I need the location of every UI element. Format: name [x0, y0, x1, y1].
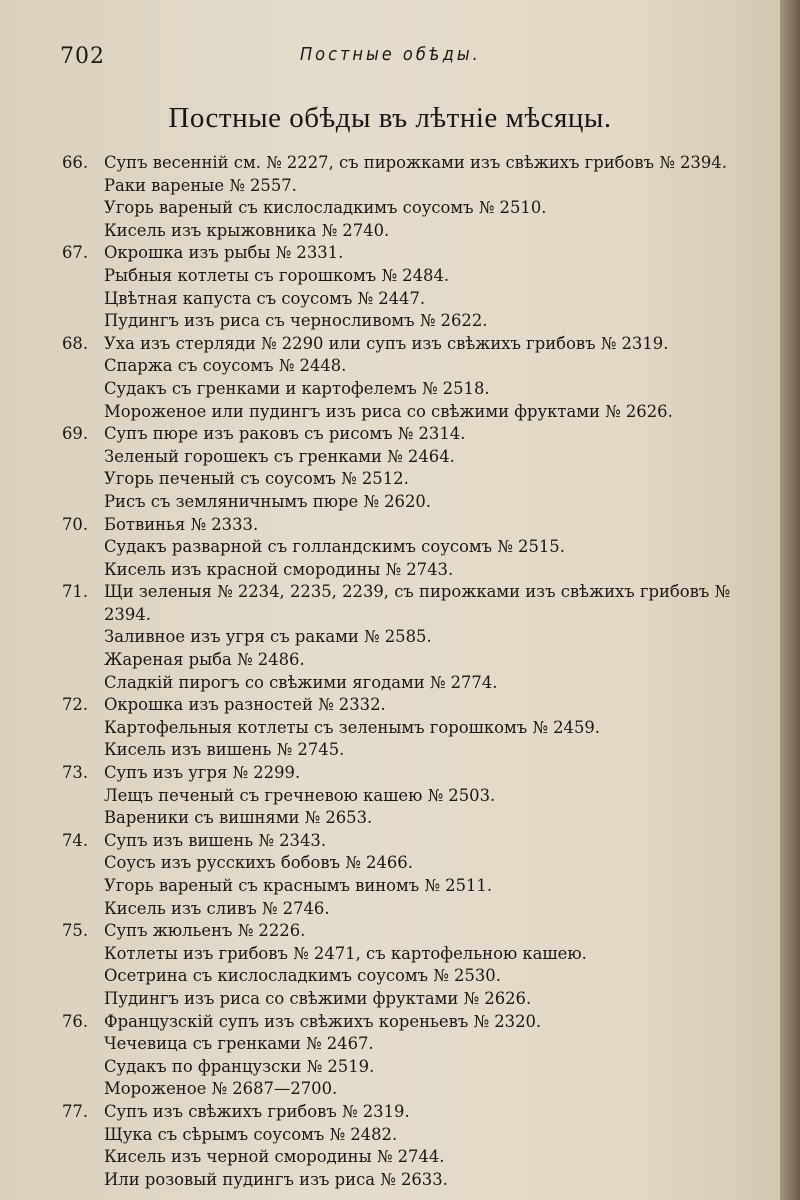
menu-number: 67. [62, 243, 89, 263]
dish-line: Раки вареные № 2557. [104, 175, 297, 195]
menu-dishes [104, 423, 762, 513]
dish-line: Пудингъ изъ риса съ черносливомъ № 2622. [104, 311, 488, 331]
dish-line: Картофельныя котлеты съ зеленымъ горошкомъ № 2459. [104, 717, 601, 737]
menu-entry [62, 1011, 762, 1101]
menu-dishes [104, 152, 762, 242]
menu-number: 74. [62, 830, 89, 850]
menu-dishes [104, 694, 762, 762]
dish-line: Сладкій пирогъ со свѣжими ягодами № 2774. [104, 672, 498, 692]
menu-dishes [104, 514, 762, 582]
menu-dishes [104, 1011, 762, 1101]
dish-line: Угорь печеный съ соусомъ № 2512. [104, 469, 409, 489]
dish-line: Окрошка изъ рыбы № 2331. [104, 243, 344, 263]
dish-line: Или розовый пудингъ изъ риса № 2633. [104, 1169, 448, 1189]
dish-line: Супъ пюре изъ раковъ съ рисомъ № 2314. [104, 424, 466, 444]
page-title: Постные обѣды въ лѣтніе мѣсяцы. [168, 102, 612, 134]
dish-line: Цвѣтная капуста съ соусомъ № 2447. [104, 288, 426, 308]
running-head: Постные обѣды. [300, 44, 481, 65]
menu-dishes [104, 920, 762, 1010]
dish-line: Лещъ печеный съ гречневою кашею № 2503. [104, 785, 496, 805]
menu-number: 77. [62, 1101, 89, 1121]
menu-list [62, 152, 762, 1191]
menu-entry [62, 581, 762, 694]
dish-line: Судакъ по французски № 2519. [104, 1056, 375, 1076]
menu-entry [62, 830, 762, 920]
dish-line: Угорь вареный съ краснымъ виномъ № 2511. [104, 876, 493, 895]
menu-number: 66. [62, 153, 89, 172]
dish-line: Кисель изъ красной смородины № 2743. [104, 559, 454, 579]
dish-line: Кисель изъ черной смородины № 2744. [104, 1147, 445, 1167]
menu-dishes [104, 762, 762, 830]
dish-line: Щи зеленыя № 2234, 2235, 2239, съ пирожками изъ свѣжихъ грибовъ № 2394. [104, 582, 731, 624]
menu-entry [62, 920, 762, 1010]
dish-line: Французскій супъ изъ свѣжихъ кореньевъ № 2320. [104, 1011, 542, 1031]
dish-line: Супъ изъ свѣжихъ грибовъ № 2319. [104, 1101, 410, 1121]
dish-line: Кисель изъ вишень № 2745. [104, 740, 345, 760]
menu-entry [62, 423, 762, 513]
book-page-edge [780, 0, 800, 1200]
dish-line: Угорь вареный съ кислосладкимъ соусомъ № 2510. [104, 198, 547, 218]
dish-line: Окрошка изъ разностей № 2332. [104, 695, 386, 715]
menu-number: 76. [62, 1011, 89, 1031]
dish-line: Соусъ изъ русскихъ бобовъ № 2466. [104, 853, 413, 873]
menu-entry [62, 694, 762, 762]
dish-line: Щука съ сѣрымъ соусомъ № 2482. [104, 1124, 398, 1144]
menu-number: 75. [62, 921, 89, 941]
dish-line: Супъ изъ угря № 2299. [104, 763, 301, 783]
menu-entry [62, 152, 762, 242]
dish-line: Судакъ разварной съ голландскимъ соусомъ № 2515. [104, 537, 565, 557]
dish-line: Уха изъ стерляди № 2290 или супъ изъ свѣжихъ грибовъ № 2319. [104, 333, 669, 353]
dish-line: Спаржа съ соусомъ № 2448. [104, 356, 347, 376]
menu-entry [62, 242, 762, 332]
menu-number: 73. [62, 763, 89, 783]
dish-line: Супъ весенній см. № 2227, съ пирожками изъ свѣжихъ грибовъ № 2394. [104, 153, 727, 172]
dish-line: Осетрина съ кислосладкимъ соусомъ № 2530. [104, 966, 501, 986]
page-number: 702 [60, 44, 105, 69]
menu-number: 68. [62, 333, 89, 353]
menu-number: 70. [62, 514, 89, 534]
dish-line: Пудингъ изъ риса со свѣжими фруктами № 2626. [104, 988, 532, 1008]
menu-dishes [104, 581, 762, 694]
dish-line: Мороженое или пудингъ изъ риса со свѣжими фруктами № 2626. [104, 401, 673, 421]
menu-dishes [104, 242, 762, 332]
dish-line: Рисъ съ земляничнымъ пюре № 2620. [104, 491, 432, 511]
menu-entry [62, 514, 762, 582]
dish-line: Чечевица съ гренками № 2467. [104, 1034, 374, 1054]
dish-line: Мороженое № 2687—2700. [104, 1079, 338, 1099]
menu-dishes [104, 333, 762, 423]
dish-line: Котлеты изъ грибовъ № 2471, съ картофельною кашею. [104, 943, 587, 963]
menu-dishes [104, 830, 762, 920]
menu-number: 71. [62, 582, 89, 602]
dish-line: Ботвинья № 2333. [104, 514, 259, 534]
menu-number: 72. [62, 695, 89, 715]
dish-line: Кисель изъ крыжовника № 2740. [104, 220, 390, 240]
menu-dishes [104, 1101, 762, 1191]
dish-line: Рыбныя котлеты съ горошкомъ № 2484. [104, 265, 450, 285]
dish-line: Кисель изъ сливъ № 2746. [104, 898, 330, 918]
dish-line: Зеленый горошекъ съ гренками № 2464. [104, 446, 455, 466]
dish-line: Заливное изъ угря съ раками № 2585. [104, 627, 432, 647]
menu-entry [62, 762, 762, 830]
menu-number: 69. [62, 424, 89, 444]
menu-entry [62, 1101, 762, 1191]
dish-line: Жареная рыба № 2486. [104, 650, 305, 670]
menu-entry [62, 333, 762, 423]
dish-line: Супъ изъ вишень № 2343. [104, 830, 327, 850]
dish-line: Судакъ съ гренками и картофелемъ № 2518. [104, 378, 490, 398]
dish-line: Супъ жюльенъ № 2226. [104, 921, 306, 941]
dish-line: Вареники съ вишнями № 2653. [104, 808, 373, 828]
